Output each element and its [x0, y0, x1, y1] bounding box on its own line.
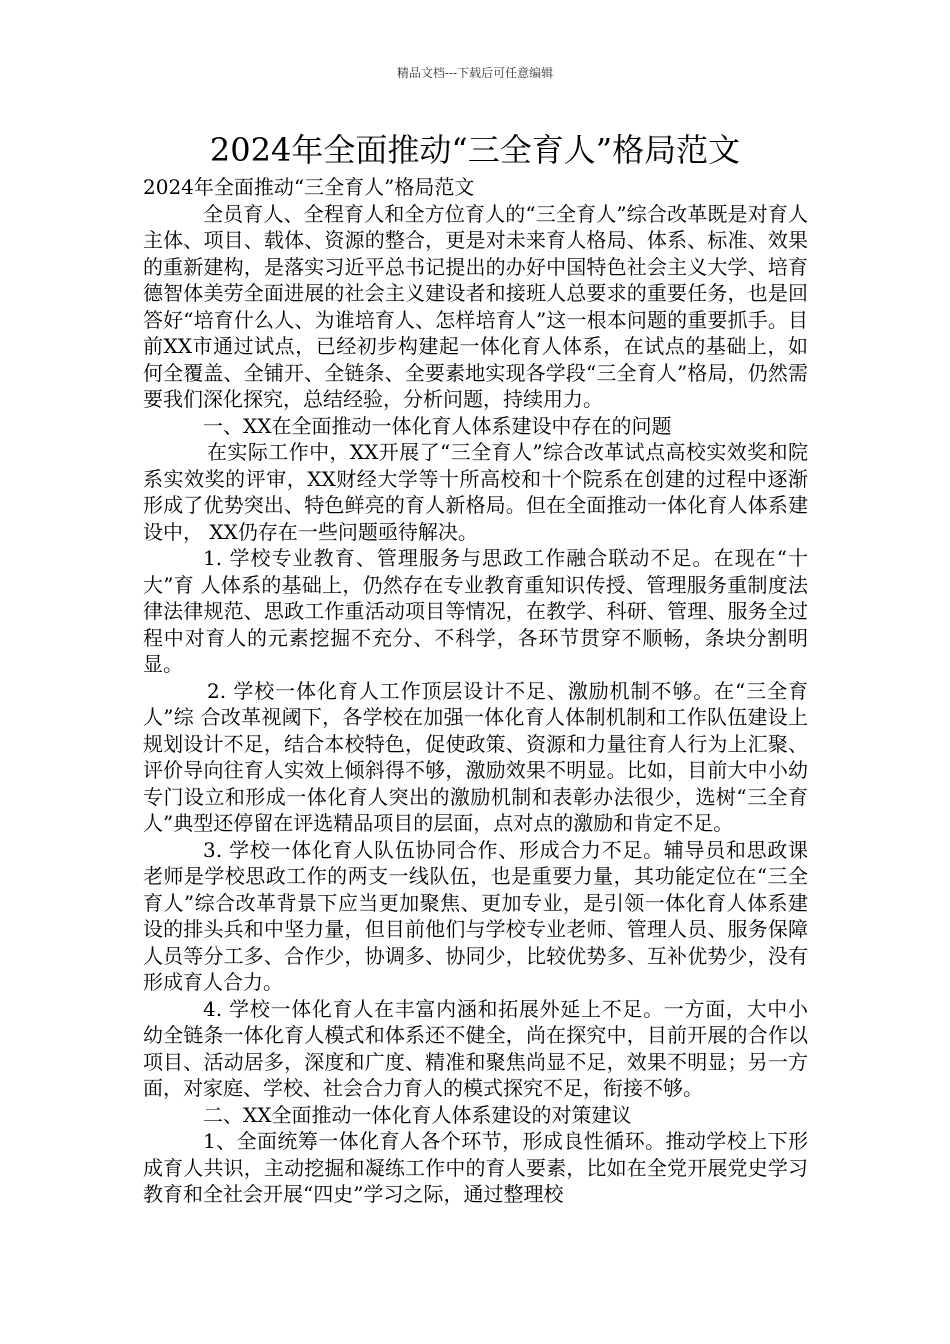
- document-subtitle: 2024年全面推动“三全育人”格局范文: [143, 175, 475, 199]
- section-heading-1: 一、XX在全面推动一体化育人体系建设中存在的问题: [203, 413, 672, 438]
- document-body: [143, 174, 808, 1208]
- paragraph-issue-4: 4. 学校一体化育人在丰富内涵和拓展外延上不足。一方面，大中小幼全链条一体化育人模式和体系还不健全，尚在探究中，目前开展的合作以项目、活动居多，深度和广度、精准和聚焦尚显不足，效果不明显；另一方面，对家庭、学校、社会合力育人的模式探究不足，衔接不够。: [143, 996, 808, 1100]
- paragraph-issue-1: 1. 学校专业教育、管理服务与思政工作融合联动不足。在现在“十大”育 人体系的基础上，仍然存在专业教育重知识传授、管理服务重制度法律法律规范、思政工作重活动项目等情况，在教学、科研、管理、服务全过程中对育人的元素挖掘不充分、不科学，各环节贯穿不顺畅，条块分割明显。: [143, 546, 808, 676]
- paragraph-issue-3: 3. 学校一体化育人队伍协同合作、形成合力不足。辅导员和思政课老师是学校思政工作的两支一线队伍，也是重要力量，其功能定位在“三全育人”综合改革背景下应当更加聚焦、更加专业，是引领一体化育人体系建设的排头兵和中坚力量，但目前他们与学校专业老师、管理人员、服务保障人员等分工多、合作少，协调多、协同少，比较优势多、互补优势少，没有形成育人合力。: [143, 837, 808, 994]
- section-heading-2: 二、XX全面推动一体化育人体系建设的对策建议: [203, 1102, 632, 1127]
- paragraph-intro: 全员育人、全程育人和全方位育人的“三全育人”综合改革既是对育人主体、项目、载体、资源的整合，更是对未来育人格局、体系、标准、效果的重新建构，是落实习近平总书记提出的办好中国特色社会主义大学、培育德智体美劳全面进展的社会主义建设者和接班人总要求的重要任务，也是回答好“培育什么人、为谁培育人、怎样培育人”这一根本问题的重要抓手。目前XX市通过试点，已经初步构建起一体化育人体系，在试点的基础上，如何全覆盖、全铺开、全链条、全要素地实现各学段“三全育人”格局，仍然需要我们深化探究，总结经验，分析问题，持续用力。: [143, 201, 808, 411]
- paragraph-suggestion-1: 1、全面统筹一体化育人各个环节，形成良性循环。推动学校上下形成育人共识，主动挖掘和凝练工作中的育人要素，比如在全党开展党史学习教育和全社会开展“四史”学习之际，通过整理校: [143, 1129, 808, 1206]
- page-header-note: 精品文档---下载后可任意编辑: [396, 66, 554, 80]
- document-title: 2024年全面推动“三全育人”格局范文: [209, 131, 741, 169]
- paragraph-issue-2: 2. 学校一体化育人工作顶层设计不足、激励机制不够。在“三全育人”综 合改革视阈下，各学校在加强一体化育人体制机制和工作队伍建设上规划设计不足，结合本校特色，促使政策、资源和力量往育人行为上汇聚、评价导向往育人实效上倾斜得不够，激励效果不明显。比如，目前大中小幼专门设立和形成一体化育人突出的激励机制和表彰办法很少，选树“三全育人”典型还停留在评选精品项目的层面，点对点的激励和肯定不足。: [143, 678, 808, 835]
- paragraph-practice: 在实际工作中，XX开展了“三全育人”综合改革试点高校实效奖和院系实效奖的评审，XX财经大学等十所高校和十个院系在创建的过程中逐渐形成了优势突出、特色鲜亮的育人新格局。但在全面推动一体化育人体系建设中， XX仍存在一些问题亟待解决。: [143, 440, 808, 544]
